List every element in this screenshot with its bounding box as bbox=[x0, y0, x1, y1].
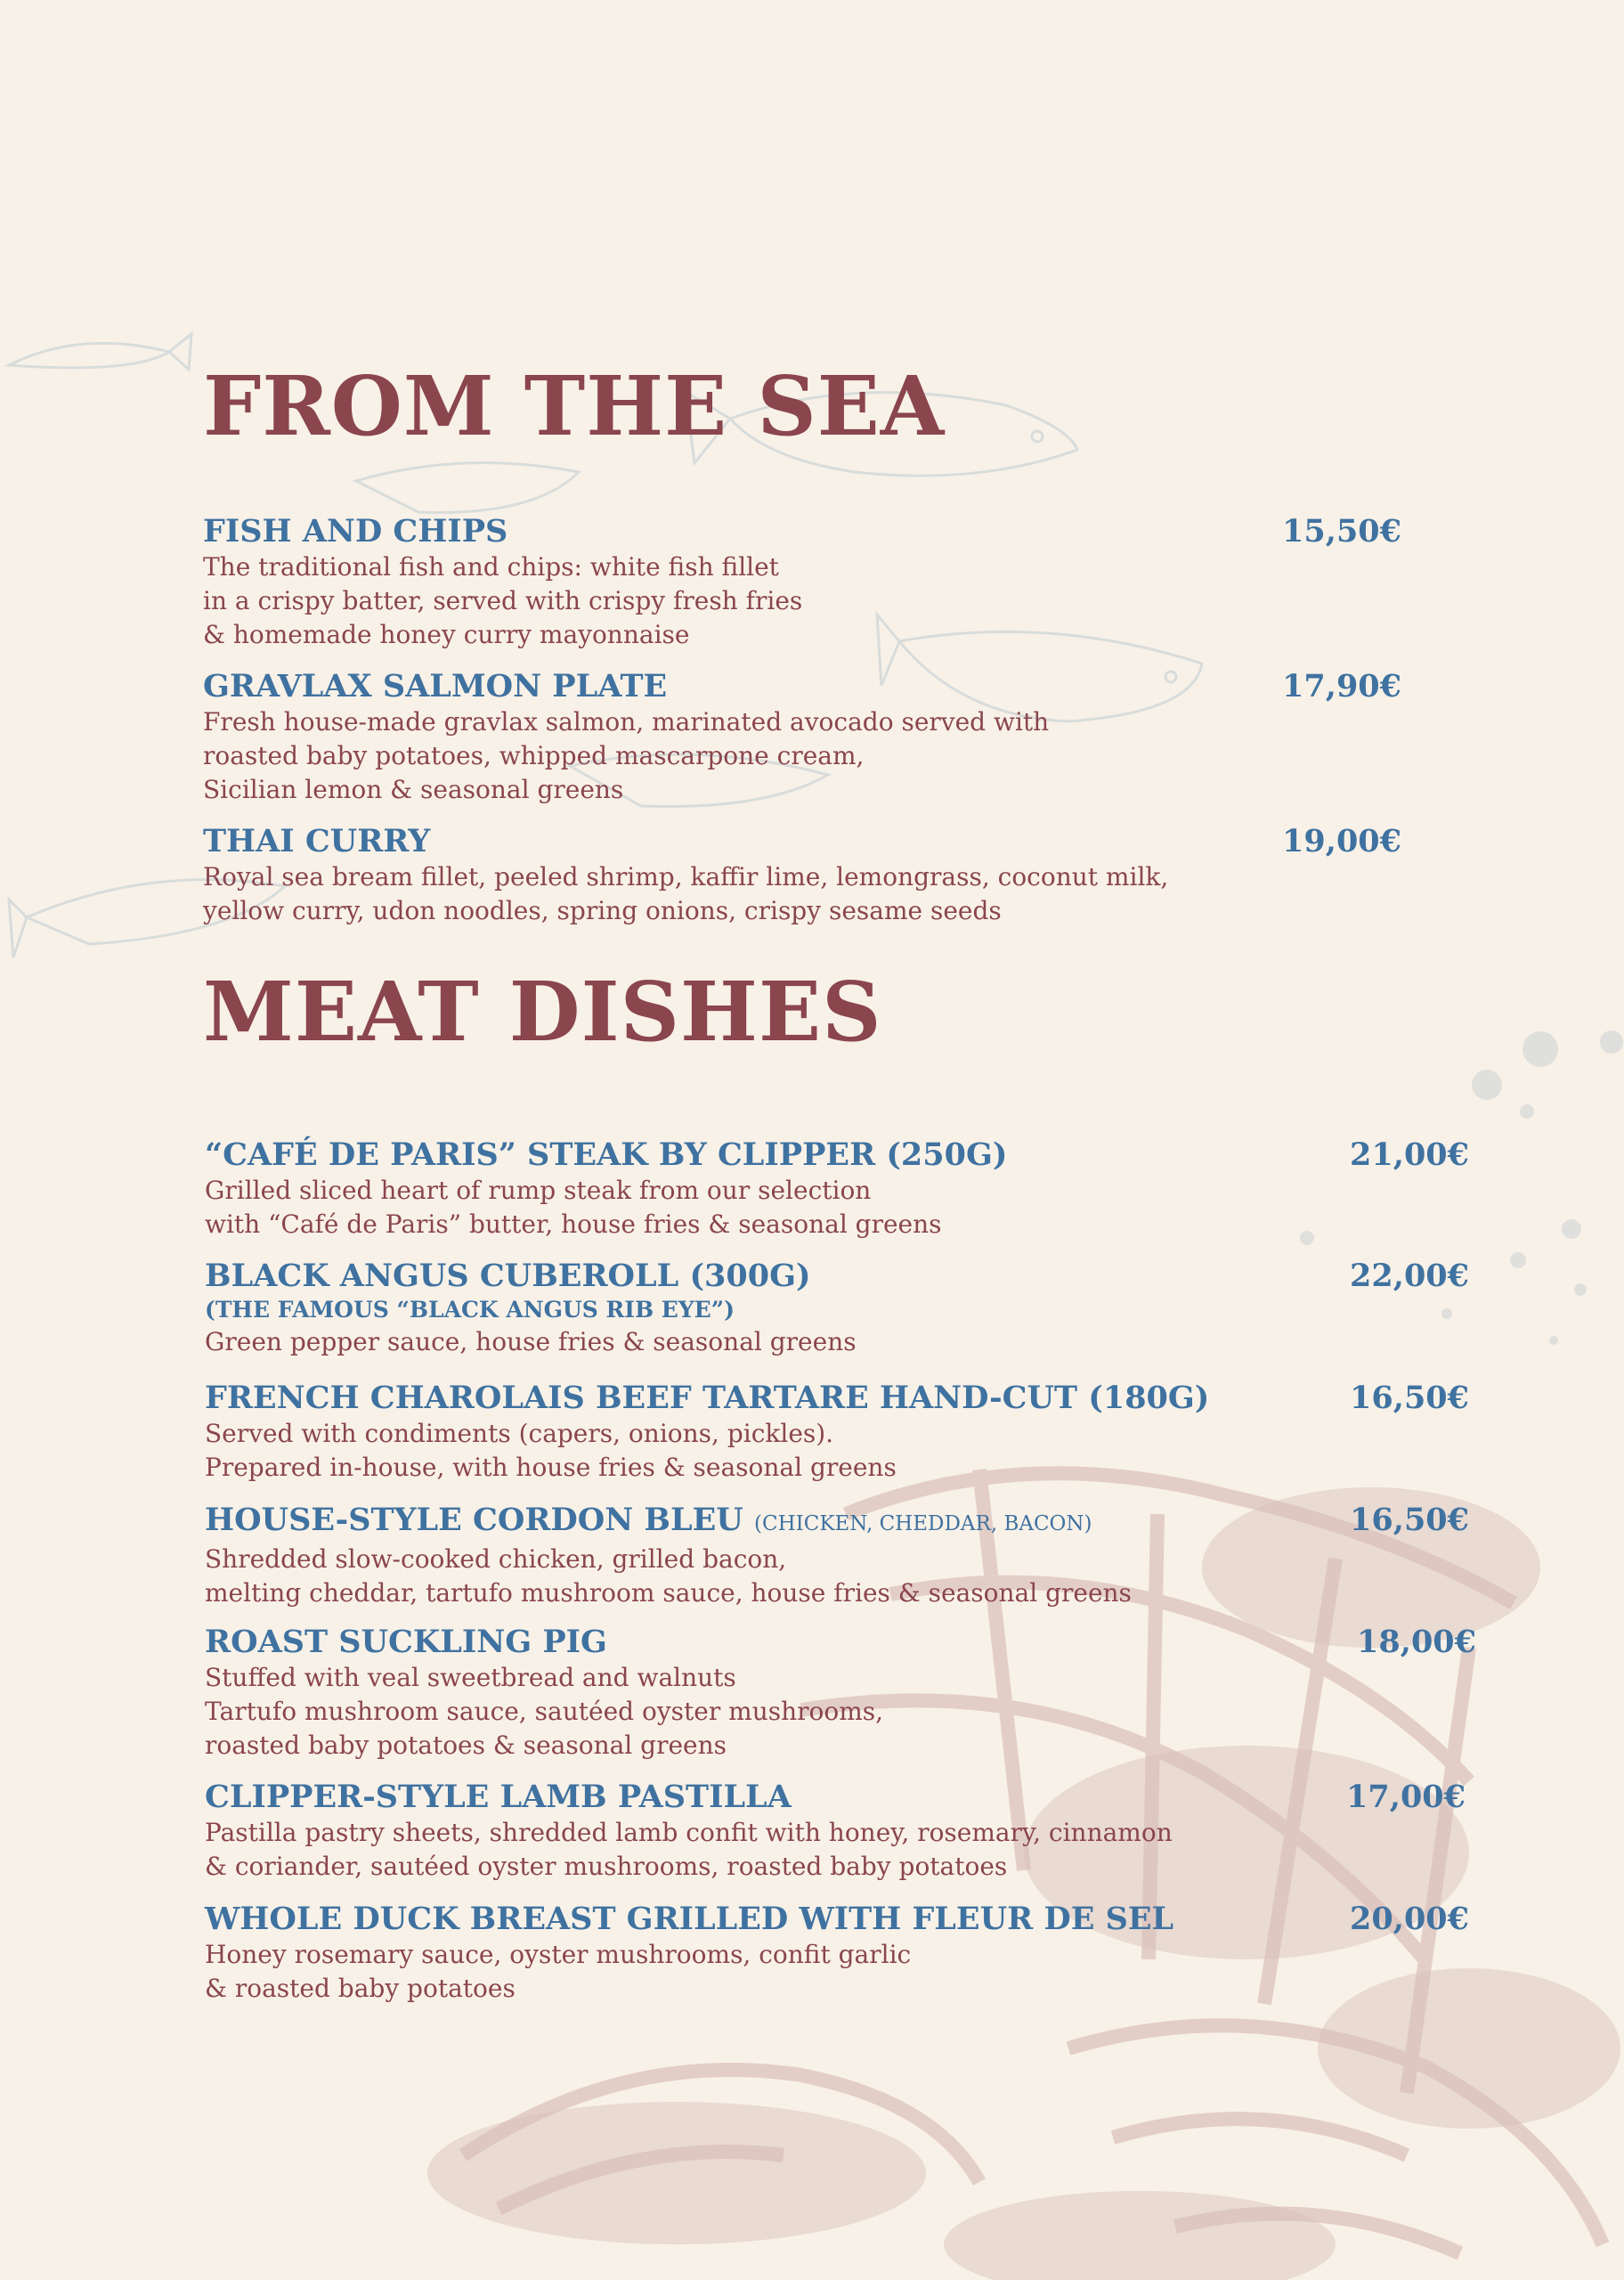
section-title-meat-dishes: MEAT DISHES bbox=[203, 964, 882, 1060]
menu-item-price: 20,00€ bbox=[1350, 1901, 1469, 1937]
menu-item-description: Served with condiments (capers, onions, pickles). bbox=[205, 1419, 834, 1448]
menu-item-fish-and-chips bbox=[203, 513, 802, 652]
menu-item-price: 22,00€ bbox=[1350, 1258, 1469, 1294]
section-title-from-the-sea: FROM THE SEA bbox=[203, 358, 946, 454]
menu-item-description: with “Café de Paris” butter, house fries & seasonal greens bbox=[205, 1209, 942, 1239]
menu-item-description: Sicilian lemon & seasonal greens bbox=[203, 775, 624, 804]
menu-item-name: THAI CURRY bbox=[203, 823, 431, 859]
menu-item-black-angus-cuberoll bbox=[205, 1258, 857, 1359]
menu-item-description: The traditional fish and chips: white fish fillet bbox=[203, 552, 779, 582]
menu-item-subtitle: (THE FAMOUS “BLACK ANGUS RIB EYE”) bbox=[205, 1297, 735, 1323]
menu-item-price: 19,00€ bbox=[1282, 823, 1401, 859]
menu-item-description: Royal sea bream fillet, peeled shrimp, kaffir lime, lemongrass, coconut milk, bbox=[203, 862, 1169, 892]
menu-item-price: 17,00€ bbox=[1346, 1779, 1466, 1815]
menu-item-description: Fresh house-made gravlax salmon, marinated avocado served with bbox=[203, 707, 1050, 737]
menu-item-description: roasted baby potatoes & seasonal greens bbox=[205, 1730, 727, 1760]
menu-item-duck-breast bbox=[205, 1901, 1173, 2006]
menu-item-description: Prepared in-house, with house fries & seasonal greens bbox=[205, 1453, 897, 1482]
menu-item-cafe-de-paris-steak bbox=[205, 1136, 1007, 1242]
menu-item-price: 17,90€ bbox=[1282, 668, 1401, 704]
menu-item-price: 16,50€ bbox=[1350, 1380, 1469, 1416]
menu-item-description: & homemade honey curry mayonnaise bbox=[203, 620, 690, 649]
menu-item-description: Pastilla pastry sheets, shredded lamb confit with honey, rosemary, cinnamon bbox=[205, 1818, 1173, 1847]
menu-item-name bbox=[205, 1502, 1132, 1543]
menu-item-price: 15,50€ bbox=[1282, 513, 1401, 550]
menu-item-gravlax-salmon bbox=[203, 668, 1049, 807]
menu-item-name: FISH AND CHIPS bbox=[203, 513, 508, 550]
menu-item-name: BLACK ANGUS CUBEROLL (300G) bbox=[205, 1258, 811, 1294]
menu-item-price: 16,50€ bbox=[1350, 1502, 1469, 1538]
menu-item-name: GRAVLAX SALMON PLATE bbox=[203, 668, 668, 704]
menu-item-name: “CAFÉ DE PARIS” STEAK BY CLIPPER (250G) bbox=[205, 1136, 1008, 1173]
menu-item-name: FRENCH CHAROLAIS BEEF TARTARE HAND-CUT (180G) bbox=[205, 1380, 1210, 1416]
menu-item-description: yellow curry, udon noodles, spring onions, crispy sesame seeds bbox=[203, 896, 1002, 925]
menu-item-cordon-bleu bbox=[205, 1502, 1132, 1610]
menu-item-name-suffix: (CHICKEN, CHEDDAR, BACON) bbox=[754, 1512, 1092, 1535]
menu-item-description: Grilled sliced heart of rump steak from our selection bbox=[205, 1176, 872, 1205]
ink-splatter bbox=[1300, 1030, 1623, 1345]
menu-item-description: roasted baby potatoes, whipped mascarpone cream, bbox=[203, 741, 865, 770]
menu-item-description: Honey rosemary sauce, oyster mushrooms, confit garlic bbox=[205, 1940, 912, 1969]
menu-item-description: in a crispy batter, served with crispy fresh fries bbox=[203, 586, 803, 615]
menu-item-description: melting cheddar, tartufo mushroom sauce, house fries & seasonal greens bbox=[205, 1578, 1132, 1608]
menu-item-lamb-pastilla bbox=[205, 1779, 1173, 1884]
menu-item-description: Stuffed with veal sweetbread and walnuts bbox=[205, 1663, 736, 1692]
menu-item-description: Shredded slow-cooked chicken, grilled bacon, bbox=[205, 1544, 787, 1574]
menu-item-description: Tartufo mushroom sauce, sautéed oyster mushrooms, bbox=[205, 1697, 884, 1726]
menu-item-price: 18,00€ bbox=[1357, 1624, 1476, 1660]
menu-item-name-main: HOUSE-STYLE CORDON BLEU bbox=[205, 1502, 743, 1538]
menu-item-charolais-beef-tartare bbox=[205, 1380, 1209, 1485]
menu-item-thai-curry bbox=[203, 823, 1168, 928]
menu-item-description: & roasted baby potatoes bbox=[205, 1974, 516, 2003]
menu-item-name: WHOLE DUCK BREAST GRILLED WITH FLEUR DE SEL bbox=[205, 1901, 1174, 1937]
menu-item-description: & coriander, sautéed oyster mushrooms, roasted baby potatoes bbox=[205, 1852, 1008, 1881]
menu-item-name: ROAST SUCKLING PIG bbox=[205, 1624, 607, 1660]
menu-item-description: Green pepper sauce, house fries & seasonal greens bbox=[205, 1327, 857, 1356]
menu-item-price: 21,00€ bbox=[1350, 1136, 1469, 1173]
menu-item-roast-suckling-pig bbox=[205, 1624, 883, 1763]
menu-item-name: CLIPPER-STYLE LAMB PASTILLA bbox=[205, 1779, 792, 1815]
